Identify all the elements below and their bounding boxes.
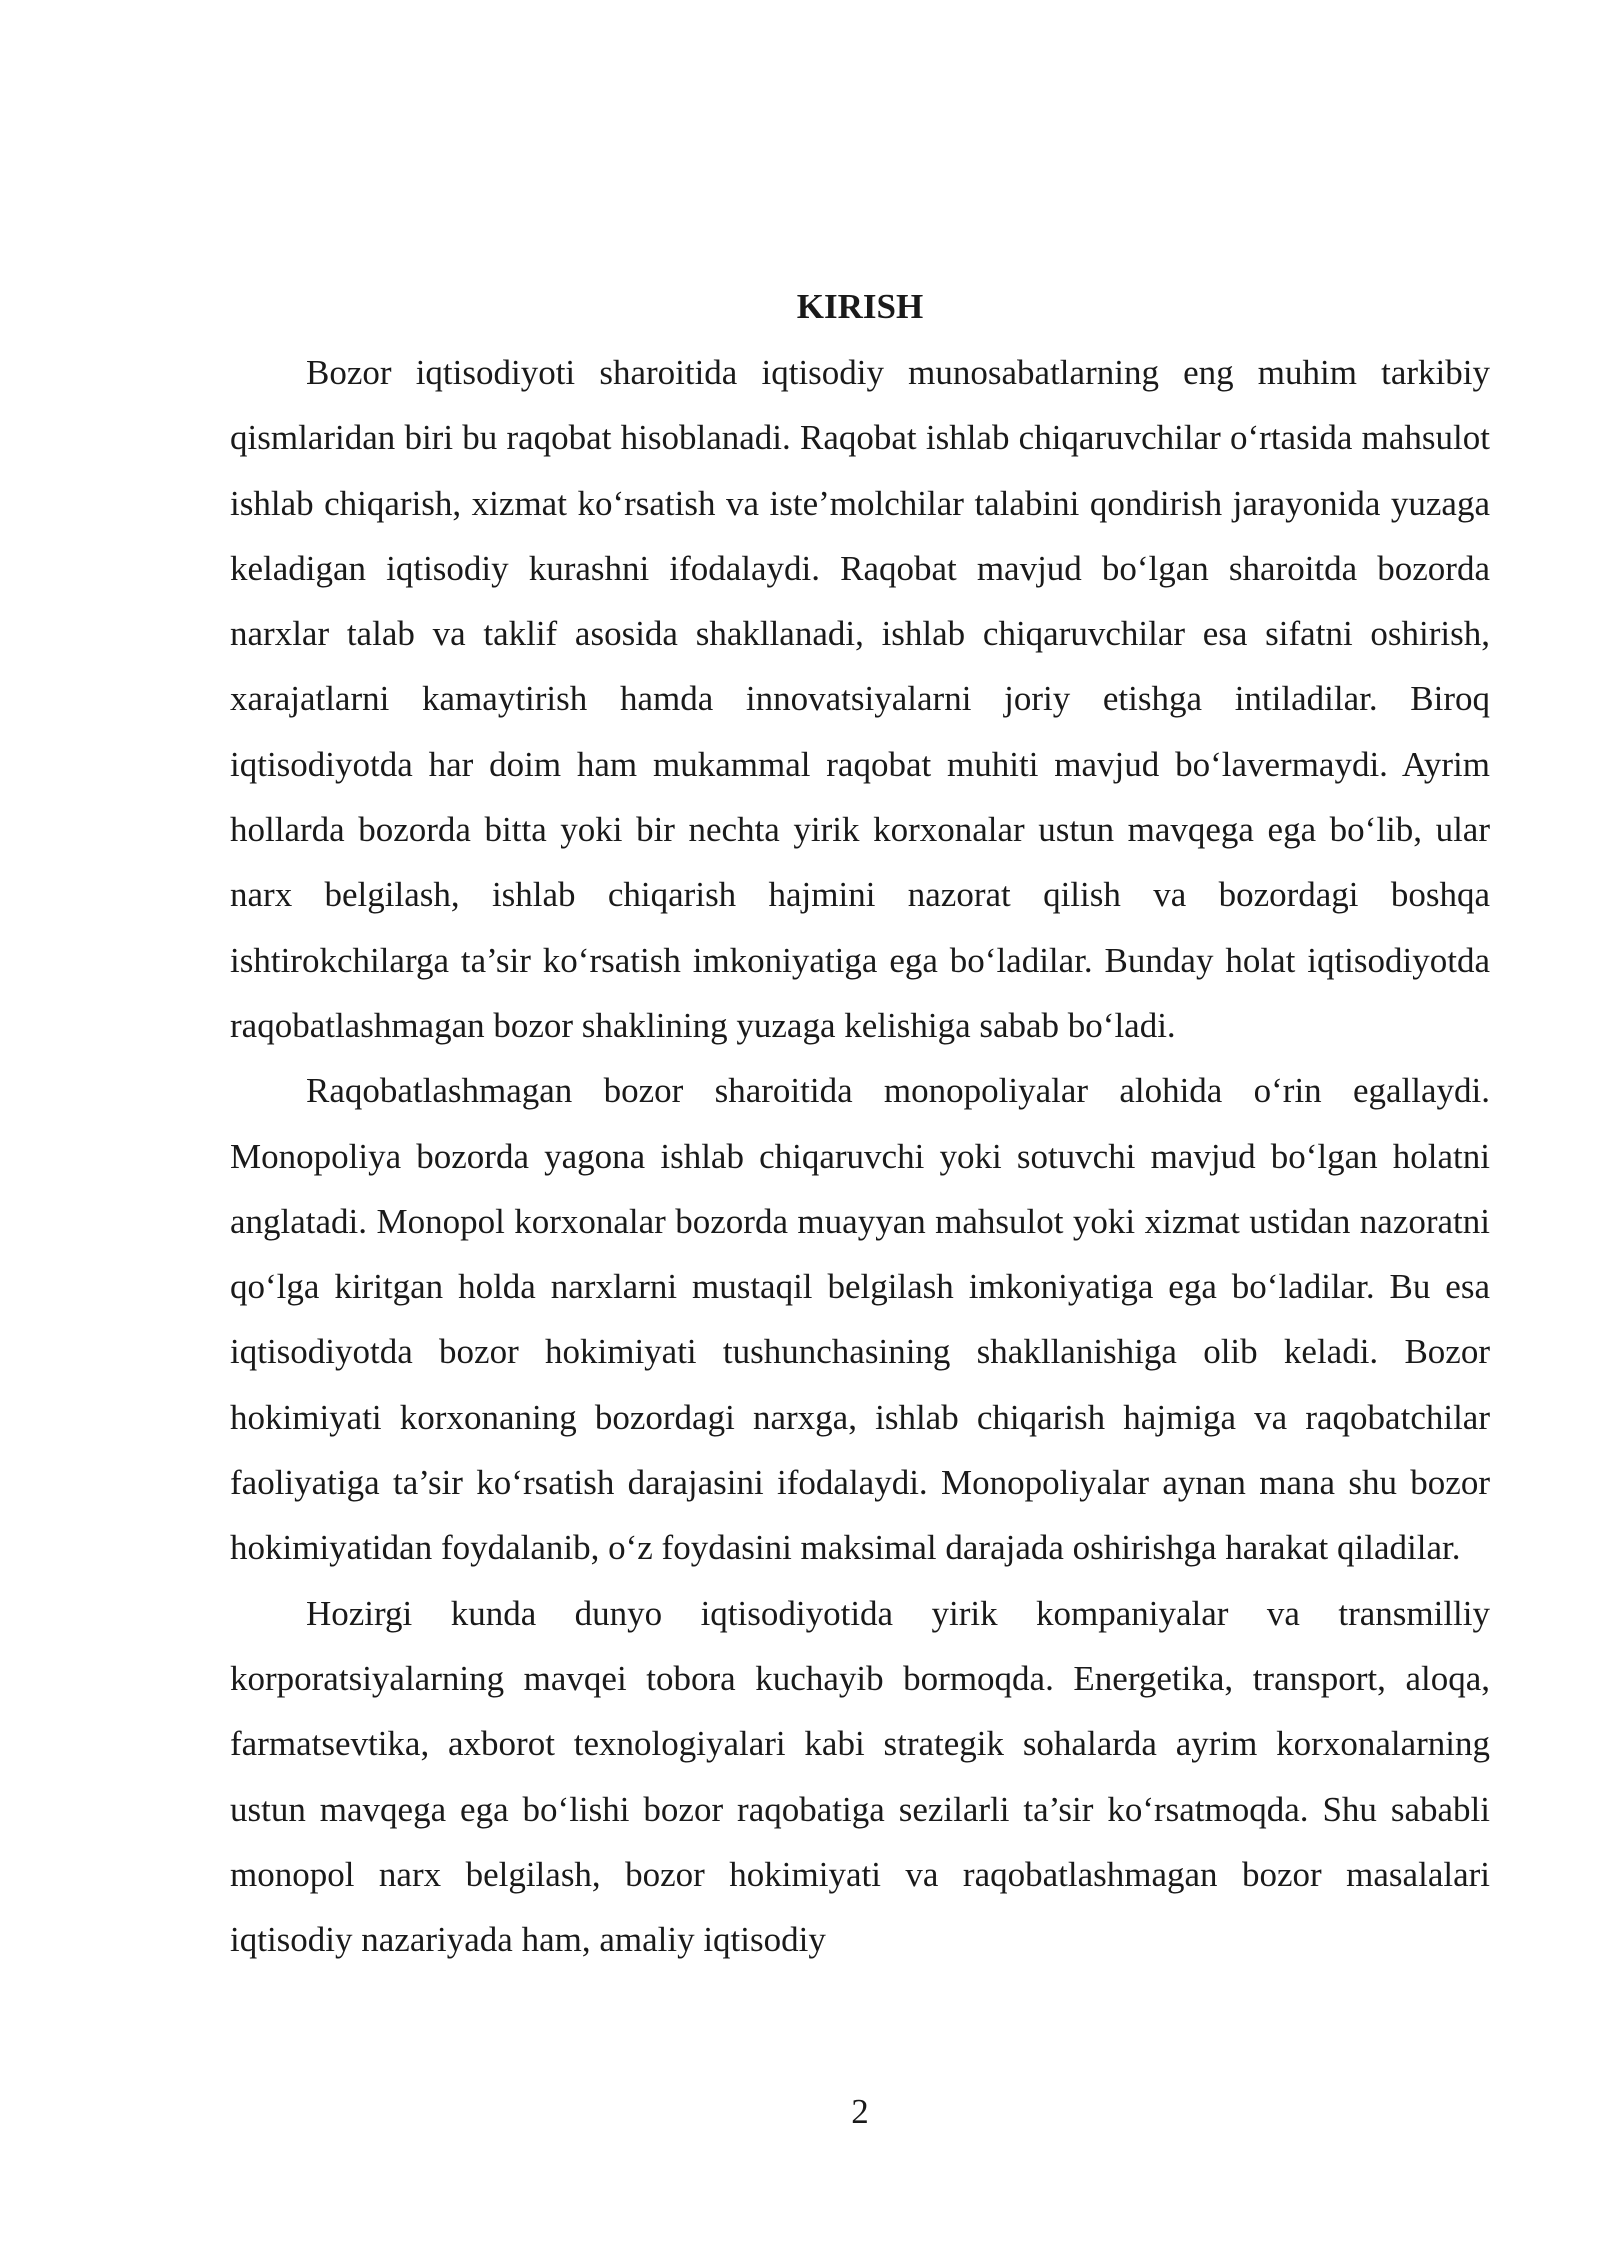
- paragraph: Hozirgi kunda dunyo iqtisodiyotida yirik kompaniyalar va transmilliy korporatsiyalarning mavqei tobora kuchayib bormoqda. Energetika, transport, aloqa, farmatsevtika, axborot texnologiyalari kabi strategik sohalarda ayrim korxonalarning ustun mavqega ega bo‘lishi bozor raqobatiga sezilarli ta’sir ko‘rsatmoqda. Shu sababli monopol narx belgilash, bozor hokimiyati va raqobatlashmagan bozor masalalari iqtisodiy nazariyada ham, amaliy iqtisodiy: [230, 1593, 1490, 1960]
- section-heading: KIRISH: [796, 287, 924, 326]
- paragraph: Bozor iqtisodiyoti sharoitida iqtisodiy munosabatlarning eng muhim tarkibiy qismlaridan biri bu raqobat hisoblanadi. Raqobat ishlab chiqaruvchilar o‘rtasida mahsulot ishlab chiqarish, xizmat ko‘rsatish va iste’molchilar talabini qondirish jarayonida yuzaga keladigan iqtisodiy kurashni ifodalaydi. Raqobat mavjud bo‘lgan sharoitda bozorda narxlar talab va taklif asosida shakllanadi, ishlab chiqaruvchilar esa sifatni oshirish, xarajatlarni kamaytirish hamda innovatsiyalarni joriy etishga intiladilar. Biroq iqtisodiyotda har doim ham mukammal raqobat muhiti mavjud bo‘lavermaydi. Ayrim hollarda bozorda bitta yoki bir nechta yirik korxonalar ustun mavqega ega bo‘lib, ular narx belgilash, ishlab chiqarish hajmini nazorat qilish va bozordagi boshqa ishtirokchilarga ta’sir ko‘rsatish imkoniyatiga ega bo‘ladilar. Bunday holat iqtisodiyotda raqobatlashmagan bozor shaklining yuzaga kelishiga sabab bo‘ladi.: [230, 353, 1490, 1045]
- page-number: 2: [851, 2092, 869, 2131]
- paragraph: Raqobatlashmagan bozor sharoitida monopoliyalar alohida o‘rin egallaydi. Monopoliya bozorda yagona ishlab chiqaruvchi yoki sotuvchi mavjud bo‘lgan holatni anglatadi. Monopol korxonalar bozorda muayyan mahsulot yoki xizmat ustidan nazoratni qo‘lga kiritgan holda narxlarni mustaqil belgilash imkoniyatiga ega bo‘ladilar. Bu esa iqtisodiyotda bozor hokimiyati tushunchasining shakllanishiga olib keladi. Bozor hokimiyati korxonaning bozordagi narxga, ishlab chiqarish hajmiga va raqobatchilar faoliyatiga ta’sir ko‘rsatish darajasini ifodalaydi. Monopoliyalar aynan mana shu bozor hokimiyatidan foydalanib, o‘z foydasini maksimal darajada oshirishga harakat qiladilar.: [230, 1071, 1490, 1568]
- body-text: [230, 340, 1490, 1972]
